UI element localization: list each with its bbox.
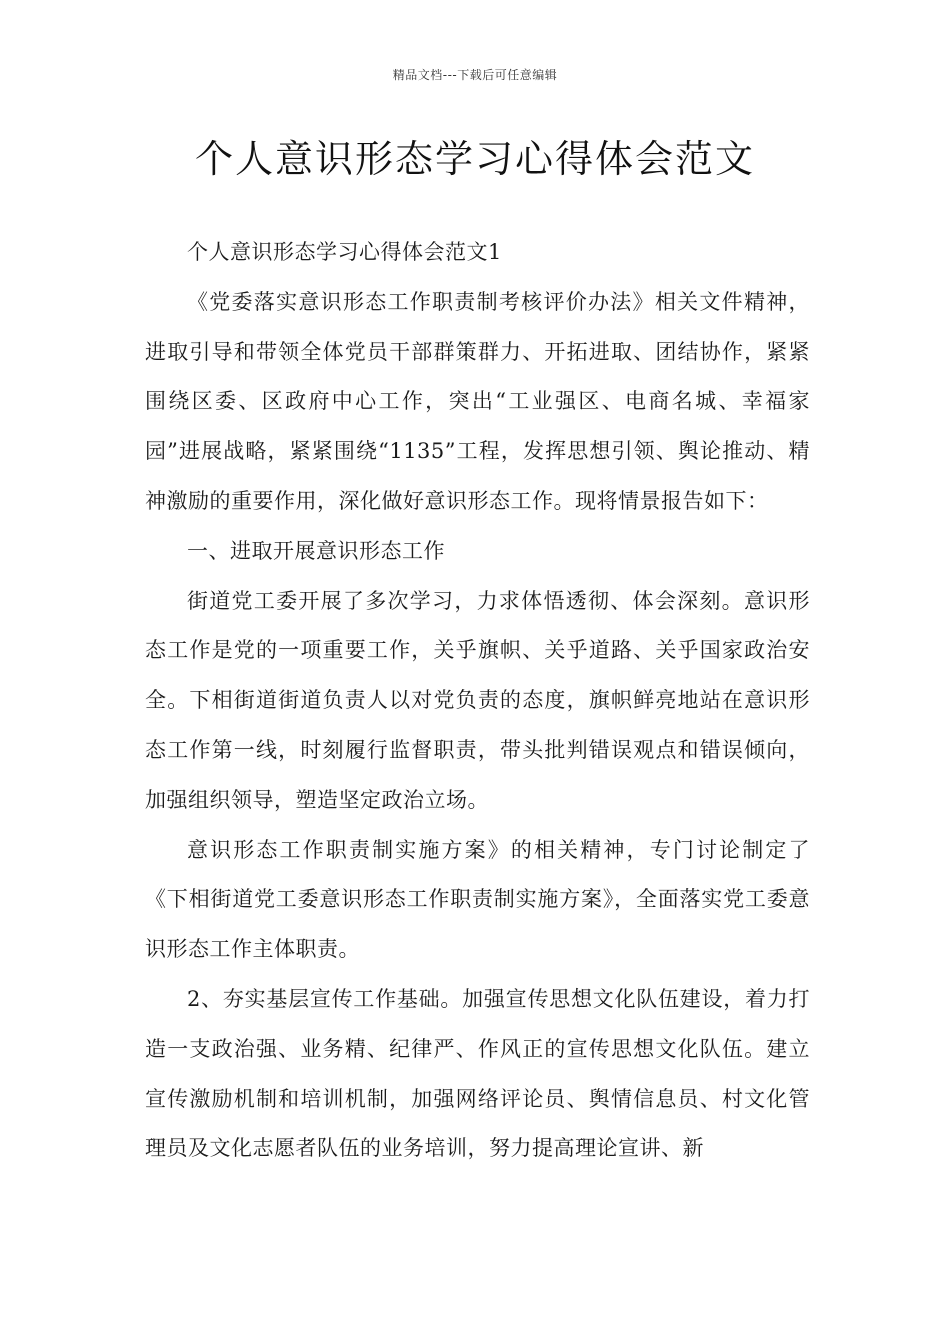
section-heading: 一、进取开展意识形态工作 (187, 538, 445, 563)
paragraph: 《党委落实意识形态工作职责制考核评价办法》相关文件精神，进取引导和带领全体党员干部群策群力、开拓进取、团结协作，紧紧围绕区委、区政府中心工作，突出“工业强区、电商名城、幸福家园”进展战略，紧紧围绕“1135”工程，发挥思想引领、舆论推动、精神激励的重要作用，深化做好意识形态工作。现将情景报告如下： (145, 289, 810, 513)
paragraph: 街道党工委开展了多次学习，力求体悟透彻、体会深刻。意识形态工作是党的一项重要工作，关乎旗帜、关乎道路、关乎国家政治安全。下相街道街道负责人以对党负责的态度，旗帜鲜亮地站在意识形态工作第一线，时刻履行监督职责，带头批判错误观点和错误倾向，加强组织领导，塑造坚定政治立场。 (145, 588, 810, 812)
document-body (145, 228, 810, 1174)
paragraph: 意识形态工作职责制实施方案》的相关精神，专门讨论制定了《下相街道党工委意识形态工作职责制实施方案》，全面落实党工委意识形态工作主体职责。 (145, 837, 810, 962)
paragraph-subtitle: 个人意识形态学习心得体会范文1 (187, 240, 502, 264)
header-note: 精品文档---下载后可任意编辑 (392, 68, 558, 82)
paragraph: 2、夯实基层宣传工作基础。加强宣传思想文化队伍建设，着力打造一支政治强、业务精、纪律严、作风正的宣传思想文化队伍。建立宣传激励机制和培训机制，加强网络评论员、舆情信息员、村文化管理员及文化志愿者队伍的业务培训，努力提高理论宣讲、新 (145, 986, 810, 1161)
document-title: 个人意识形态学习心得体会范文 (194, 137, 755, 181)
